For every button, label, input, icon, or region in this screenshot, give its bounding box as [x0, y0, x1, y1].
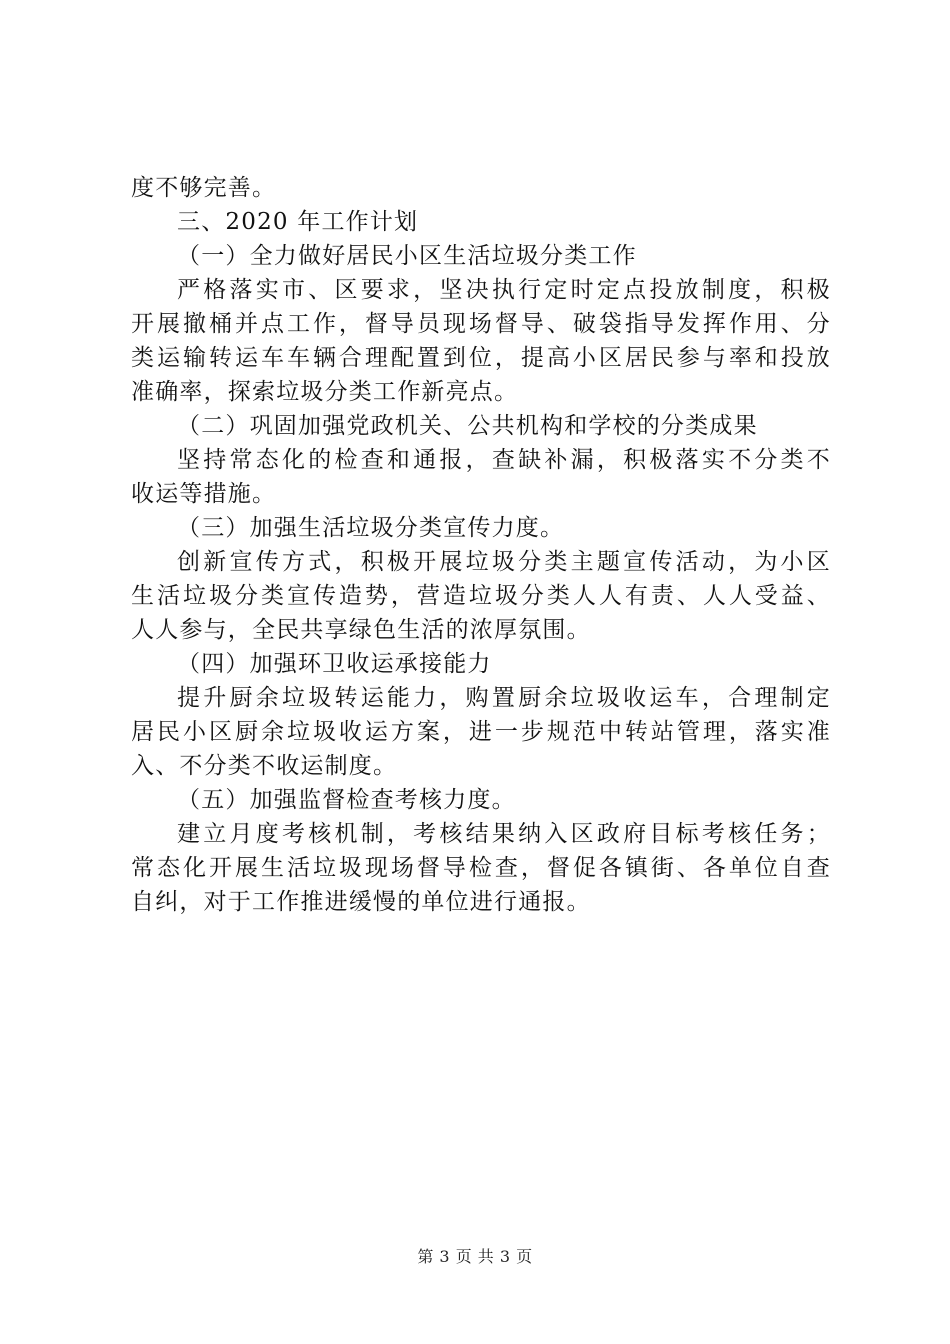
text-line: 类运输转运车车辆合理配置到位，提高小区居民参与率和投放 — [131, 345, 831, 371]
text-line: （三）加强生活垃圾分类宣传力度。 — [177, 515, 565, 541]
text-line: 生活垃圾分类宣传造势，营造垃圾分类人人有责、人人受益、 — [131, 583, 831, 609]
text-line: 开展撤桶并点工作，督导员现场督导、破袋指导发挥作用、分 — [131, 311, 831, 337]
text-line: 提升厨余垃圾转运能力，购置厨余垃圾收运车，合理制定 — [177, 685, 831, 711]
text-line: 建立月度考核机制，考核结果纳入区政府目标考核任务； — [177, 821, 831, 847]
text-line: （二）巩固加强党政机关、公共机构和学校的分类成果 — [177, 413, 758, 439]
text-line: 创新宣传方式，积极开展垃圾分类主题宣传活动，为小区 — [177, 549, 831, 575]
text-line: 入、不分类不收运制度。 — [131, 753, 398, 779]
document-body — [131, 171, 831, 919]
text-line: 自纠，对于工作推进缓慢的单位进行通报。 — [131, 889, 591, 915]
text-line: 严格落实市、区要求，坚决执行定时定点投放制度，积极 — [177, 277, 831, 303]
text-line: 度不够完善。 — [131, 175, 277, 201]
text-line: 常态化开展生活垃圾现场督导检查，督促各镇街、各单位自查 — [131, 855, 831, 881]
text-line: 三、2020 年工作计划 — [177, 209, 419, 235]
text-line: （五）加强监督检查考核力度。 — [177, 787, 516, 813]
text-line: 收运等措施。 — [131, 481, 277, 507]
text-line: （四）加强环卫收运承接能力 — [177, 651, 492, 677]
text-line: 坚持常态化的检查和通报，查缺补漏，积极落实不分类不 — [177, 447, 831, 473]
text-line: 居民小区厨余垃圾收运方案，进一步规范中转站管理，落实准 — [131, 719, 831, 745]
text-line: 准确率，探索垃圾分类工作新亮点。 — [131, 379, 519, 405]
text-line: （一）全力做好居民小区生活垃圾分类工作 — [177, 243, 637, 269]
page-footer: 第 3 页 共 3 页 — [417, 1247, 533, 1266]
text-line: 人人参与，全民共享绿色生活的浓厚氛围。 — [131, 617, 591, 643]
